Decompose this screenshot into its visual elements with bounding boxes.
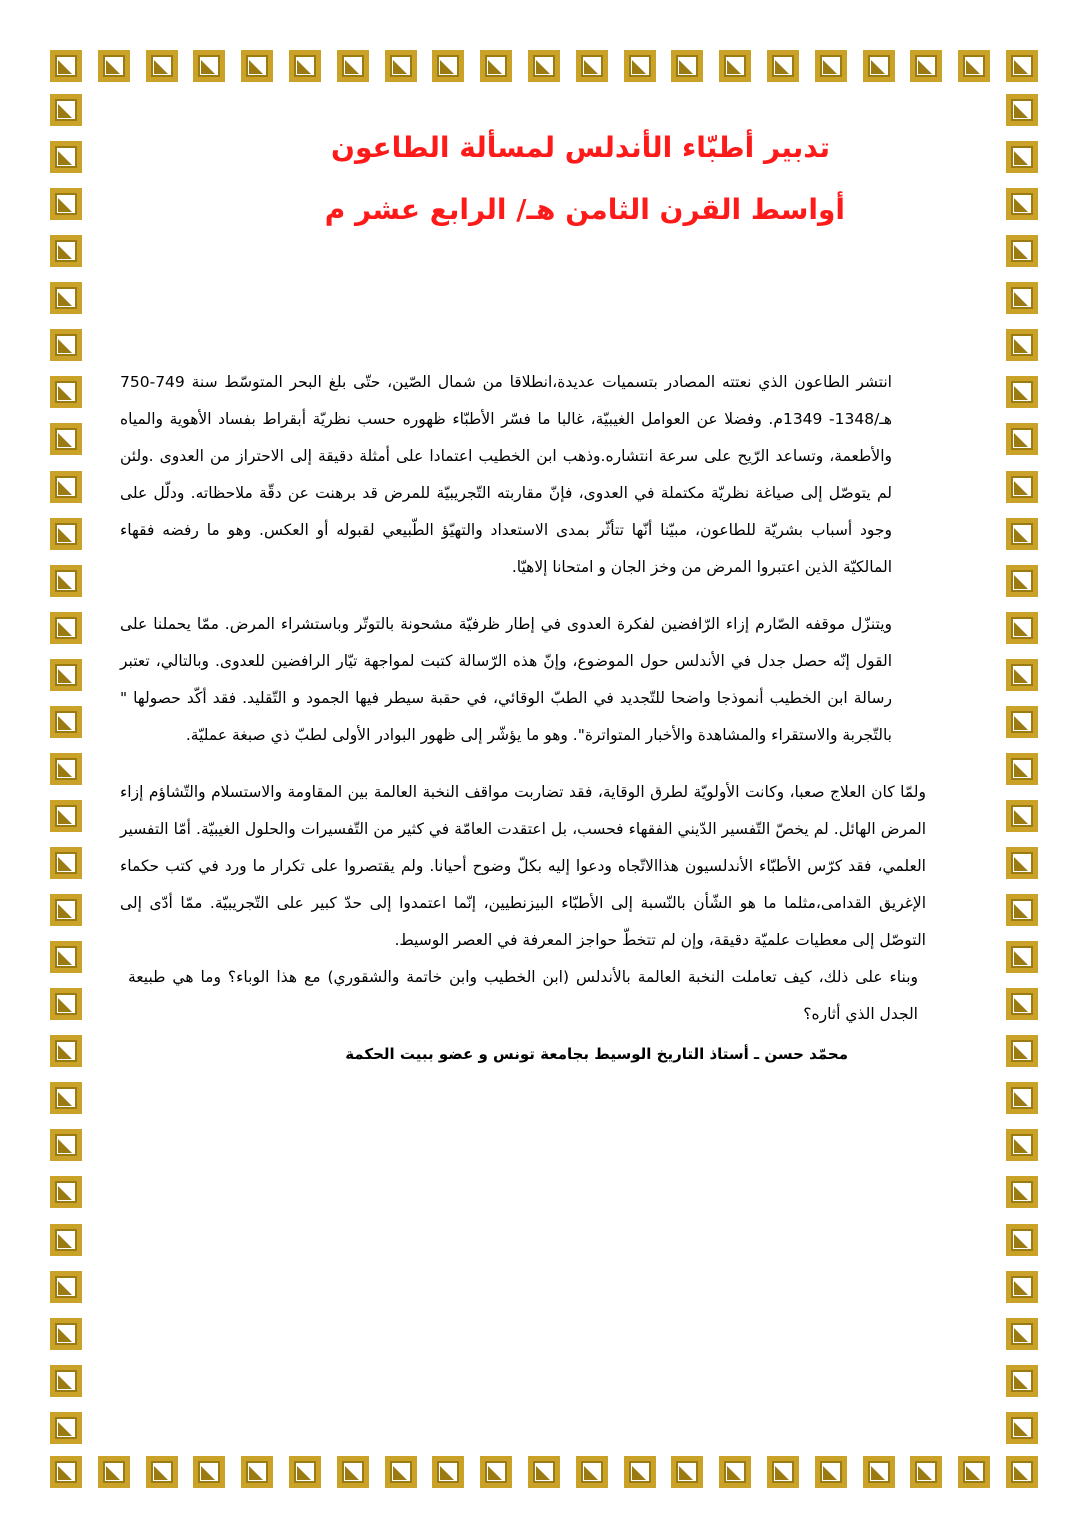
document-body [120, 110, 940, 1069]
square-frame-tile-icon [50, 1318, 82, 1350]
square-frame-tile-icon [98, 50, 130, 82]
square-frame-tile-icon [50, 1365, 82, 1397]
square-frame-tile-icon [910, 1456, 942, 1488]
square-frame-tile-icon [50, 1456, 82, 1488]
square-frame-tile-icon [337, 50, 369, 82]
square-frame-tile-icon [1006, 800, 1038, 832]
square-frame-tile-icon [50, 894, 82, 926]
square-frame-tile-icon [146, 1456, 178, 1488]
square-frame-tile-icon [1006, 141, 1038, 173]
paragraph-1: انتشر الطاعون الذي نعتته المصادر بتسميات عديدة،انطلاقا من شمال الصّين، حتّى بلغ البحر المتوسّط سنة 749-750 هـ/1348- 1349م. وفضلا عن العوامل الغيبيّة، غالبا ما فسّر الأطبّاء ظهوره حسب نظريّة أبقراط بفساد الأهوية والمياه والأطعمة، وتساعد الرّيح على سرعة انتشاره.وذهب ابن الخطيب اعتمادا على أمثلة دقيقة إلى الاحتراز من العدوى .ولئن لم يتوصّل إلى صياغة نظريّة مكتملة في العدوى، فإنّ مقاربته التّجريبيّة للمرض قد برهنت عن دقّة ملاحظاته. ودلّل على وجود أسباب بشريّة للطاعون، مبيّنا أنّها تتأثّر بمدى الاستعداد والتهيّؤ الطّبيعي لقبوله أو العكس. وهو ما رفضه فقهاء المالكيّة الذين اعتبروا المرض من وخز الجان و امتحانا إلاهيّا. [120, 373, 892, 576]
square-frame-tile-icon [50, 753, 82, 785]
square-frame-tile-icon [528, 1456, 560, 1488]
square-frame-tile-icon [50, 423, 82, 455]
square-frame-tile-icon [385, 50, 417, 82]
square-frame-tile-icon [50, 1176, 82, 1208]
square-frame-tile-icon [50, 800, 82, 832]
square-frame-tile-icon [1006, 988, 1038, 1020]
square-frame-tile-icon [1006, 659, 1038, 691]
square-frame-tile-icon [958, 50, 990, 82]
frame-left [50, 94, 82, 1444]
square-frame-tile-icon [1006, 565, 1038, 597]
square-frame-tile-icon [1006, 1318, 1038, 1350]
square-frame-tile-icon [50, 706, 82, 738]
square-frame-tile-icon [671, 50, 703, 82]
square-frame-tile-icon [50, 235, 82, 267]
square-frame-tile-icon [1006, 706, 1038, 738]
square-frame-tile-icon [1006, 376, 1038, 408]
square-frame-tile-icon [719, 1456, 751, 1488]
square-frame-tile-icon [193, 1456, 225, 1488]
square-frame-tile-icon [50, 518, 82, 550]
square-frame-tile-icon [50, 1224, 82, 1256]
square-frame-tile-icon [50, 94, 82, 126]
square-frame-tile-icon [576, 50, 608, 82]
square-frame-tile-icon [1006, 847, 1038, 879]
square-frame-tile-icon [719, 50, 751, 82]
frame-top [50, 50, 1038, 82]
square-frame-tile-icon [50, 847, 82, 879]
square-frame-tile-icon [289, 1456, 321, 1488]
square-frame-tile-icon [50, 1271, 82, 1303]
square-frame-tile-icon [1006, 50, 1038, 82]
square-frame-tile-icon [767, 50, 799, 82]
square-frame-tile-icon [98, 1456, 130, 1488]
square-frame-tile-icon [1006, 941, 1038, 973]
square-frame-tile-icon [1006, 1412, 1038, 1444]
square-frame-tile-icon [1006, 423, 1038, 455]
square-frame-tile-icon [50, 612, 82, 644]
square-frame-tile-icon [1006, 1224, 1038, 1256]
square-frame-tile-icon [1006, 612, 1038, 644]
square-frame-tile-icon [624, 50, 656, 82]
square-frame-tile-icon [146, 50, 178, 82]
author-signature: محمّد حسن ـ أستاذ التاريخ الوسيط بجامعة تونس و عضو ببيت الحكمة [345, 1045, 848, 1063]
square-frame-tile-icon [50, 471, 82, 503]
paragraph-4: وبناء على ذلك، كيف تعاملت النخبة العالمة بالأندلس (ابن الخطيب وابن خاتمة والشقوري) مع هذا الوباء؟ وما هي طبيعة الجدل الذي أثاره؟ [128, 968, 918, 1023]
square-frame-tile-icon [863, 50, 895, 82]
square-frame-tile-icon [50, 50, 82, 82]
square-frame-tile-icon [1006, 1129, 1038, 1161]
frame-right [1006, 94, 1038, 1444]
square-frame-tile-icon [50, 1082, 82, 1114]
square-frame-tile-icon [480, 1456, 512, 1488]
square-frame-tile-icon [958, 1456, 990, 1488]
square-frame-tile-icon [193, 50, 225, 82]
square-frame-tile-icon [624, 1456, 656, 1488]
square-frame-tile-icon [480, 50, 512, 82]
square-frame-tile-icon [910, 50, 942, 82]
square-frame-tile-icon [50, 329, 82, 361]
square-frame-tile-icon [1006, 188, 1038, 220]
square-frame-tile-icon [289, 50, 321, 82]
square-frame-tile-icon [1006, 329, 1038, 361]
square-frame-tile-icon [1006, 894, 1038, 926]
paragraph-3: ولمّا كان العلاج صعبا، وكانت الأولويّة لطرق الوقاية، فقد تضاربت مواقف النخبة العالمة بين المقاومة والاستسلام والتّشاؤم إزاء المرض الهائل. لم يخصّ التّفسير الدّيني الفقهاء فحسب، بل اعتقدت العامّة في كثير من التّفسيرات والحلول الغيبيّة. أمّا التفسير العلمي، فقد كرّس الأطبّاء الأندلسيون هذاالاتّجاه ودعوا إليه بكلّ وضوح أحيانا. ولم يقتصروا على تكرار ما ورد في كتب حكماء الإغريق القدامى،مثلما ما هو الشّأن بالنّسبة إلى الأطبّاء البيزنطيين، إنّما اعتمدوا إلى حدّ كبير على التّجريبيّة. ممّا أدّى إلى التوصّل إلى معطيات علميّة دقيقة، وإن لم تتخطّ حواجز المعرفة في العصر الوسيط. [120, 783, 926, 949]
square-frame-tile-icon [1006, 518, 1038, 550]
square-frame-tile-icon [815, 1456, 847, 1488]
square-frame-tile-icon [50, 659, 82, 691]
square-frame-tile-icon [385, 1456, 417, 1488]
square-frame-tile-icon [528, 50, 560, 82]
square-frame-tile-icon [1006, 1271, 1038, 1303]
document-subtitle: أواسط القرن الثامن هـ/ الرابع عشر م [324, 193, 845, 226]
square-frame-tile-icon [767, 1456, 799, 1488]
square-frame-tile-icon [1006, 471, 1038, 503]
square-frame-tile-icon [1006, 282, 1038, 314]
square-frame-tile-icon [241, 50, 273, 82]
square-frame-tile-icon [1006, 1176, 1038, 1208]
paragraph-2: ويتنزّل موقفه الصّارم إزاء الرّافضين لفكرة العدوى في إطار ظرفيّة مشحونة بالتوتّر وباستشراء المرض. ممّا يحملنا على القول إنّه حصل جدل في الأندلس حول الموضوع، وإنّ هذه الرّسالة كتبت لمواجهة تيّار الرافضين للعدوى. وبالتالي، تعتبر رسالة ابن الخطيب أنموذجا واضحا للتّجديد في الطبّ الوقائي، في حقبة سيطر فيها الجمود و التّقليد. فقد أكّد حصولها " بالتّجربة والاستقراء والمشاهدة والأخبار المتواترة". وهو ما يؤشّر إلى ظهور البوادر الأولى لطبّ ذي صبغة عمليّة. [120, 615, 892, 744]
square-frame-tile-icon [1006, 1082, 1038, 1114]
square-frame-tile-icon [337, 1456, 369, 1488]
square-frame-tile-icon [1006, 235, 1038, 267]
square-frame-tile-icon [50, 565, 82, 597]
document-title: تدبير أطبّاء الأندلس لمسألة الطاعون [331, 131, 830, 164]
square-frame-tile-icon [863, 1456, 895, 1488]
square-frame-tile-icon [432, 50, 464, 82]
frame-bottom [50, 1456, 1038, 1488]
square-frame-tile-icon [50, 1035, 82, 1067]
square-frame-tile-icon [50, 941, 82, 973]
square-frame-tile-icon [1006, 753, 1038, 785]
square-frame-tile-icon [50, 141, 82, 173]
square-frame-tile-icon [50, 1412, 82, 1444]
square-frame-tile-icon [432, 1456, 464, 1488]
square-frame-tile-icon [1006, 1365, 1038, 1397]
square-frame-tile-icon [50, 1129, 82, 1161]
square-frame-tile-icon [1006, 94, 1038, 126]
square-frame-tile-icon [815, 50, 847, 82]
square-frame-tile-icon [1006, 1456, 1038, 1488]
square-frame-tile-icon [241, 1456, 273, 1488]
square-frame-tile-icon [50, 282, 82, 314]
square-frame-tile-icon [50, 376, 82, 408]
square-frame-tile-icon [576, 1456, 608, 1488]
square-frame-tile-icon [671, 1456, 703, 1488]
square-frame-tile-icon [50, 188, 82, 220]
square-frame-tile-icon [50, 988, 82, 1020]
square-frame-tile-icon [1006, 1035, 1038, 1067]
